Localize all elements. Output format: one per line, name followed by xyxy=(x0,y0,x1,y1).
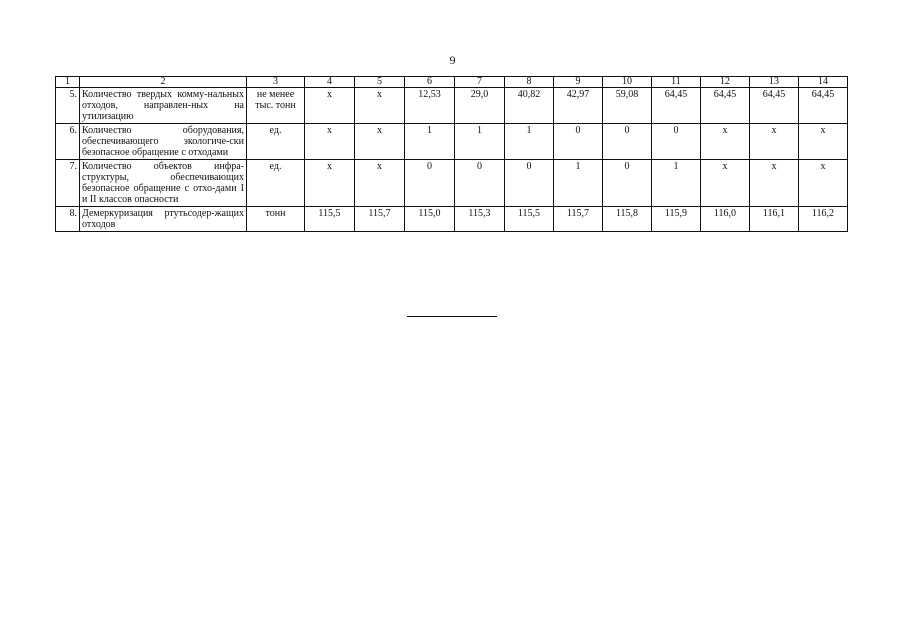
value-cell: 29,0 xyxy=(455,88,505,124)
value-cell: 115,7 xyxy=(355,207,405,232)
header-cell: 7 xyxy=(455,77,505,88)
value-cell: 64,45 xyxy=(750,88,799,124)
value-cell: 115,8 xyxy=(603,207,652,232)
header-cell: 1 xyxy=(56,77,80,88)
value-cell: 12,53 xyxy=(405,88,455,124)
value-cell: 1 xyxy=(505,124,554,160)
value-cell: 64,45 xyxy=(799,88,848,124)
value-cell: 64,45 xyxy=(701,88,750,124)
header-cell: 13 xyxy=(750,77,799,88)
value-cell: 115,7 xyxy=(554,207,603,232)
unit-cell: ед. xyxy=(247,124,305,160)
value-cell: 115,9 xyxy=(652,207,701,232)
value-cell: х xyxy=(750,124,799,160)
value-cell: 116,2 xyxy=(799,207,848,232)
value-cell: 42,97 xyxy=(554,88,603,124)
unit-cell: ед. xyxy=(247,160,305,207)
header-cell: 14 xyxy=(799,77,848,88)
header-cell: 3 xyxy=(247,77,305,88)
row-number: 7. xyxy=(56,160,80,207)
unit-cell: не менее тыс. тонн xyxy=(247,88,305,124)
value-cell: 0 xyxy=(455,160,505,207)
header-cell: 5 xyxy=(355,77,405,88)
indicator-name: Количество объектов инфра-структуры, обеспечивающих безопасное обращение с отхо-дами I и II классов опасности xyxy=(80,160,247,207)
value-cell: 1 xyxy=(652,160,701,207)
header-cell: 2 xyxy=(80,77,247,88)
value-cell: х xyxy=(305,160,355,207)
value-cell: 115,5 xyxy=(505,207,554,232)
value-cell: х xyxy=(701,124,750,160)
table-row xyxy=(56,88,848,124)
value-cell: 0 xyxy=(652,124,701,160)
table-row xyxy=(56,160,848,207)
value-cell: 59,08 xyxy=(603,88,652,124)
header-cell: 12 xyxy=(701,77,750,88)
header-cell: 4 xyxy=(305,77,355,88)
indicators-table xyxy=(55,76,848,232)
header-cell: 6 xyxy=(405,77,455,88)
header-cell: 11 xyxy=(652,77,701,88)
page-number: 9 xyxy=(449,53,456,67)
value-cell: 0 xyxy=(603,124,652,160)
value-cell: 1 xyxy=(455,124,505,160)
value-cell: 115,0 xyxy=(405,207,455,232)
value-cell: х xyxy=(799,124,848,160)
value-cell: 116,1 xyxy=(750,207,799,232)
value-cell: 0 xyxy=(405,160,455,207)
row-number: 8. xyxy=(56,207,80,232)
value-cell: 116,0 xyxy=(701,207,750,232)
value-cell: 115,5 xyxy=(305,207,355,232)
table-row xyxy=(56,124,848,160)
header-row xyxy=(56,77,848,88)
value-cell: х xyxy=(799,160,848,207)
value-cell: 0 xyxy=(505,160,554,207)
value-cell: 1 xyxy=(405,124,455,160)
value-cell: х xyxy=(305,88,355,124)
value-cell: х xyxy=(305,124,355,160)
value-cell: 64,45 xyxy=(652,88,701,124)
table-row xyxy=(56,207,848,232)
value-cell: х xyxy=(355,124,405,160)
value-cell: х xyxy=(701,160,750,207)
value-cell: 115,3 xyxy=(455,207,505,232)
row-number: 6. xyxy=(56,124,80,160)
value-cell: 1 xyxy=(554,160,603,207)
value-cell: 0 xyxy=(603,160,652,207)
value-cell: 0 xyxy=(554,124,603,160)
value-cell: х xyxy=(355,160,405,207)
indicator-name: Количество оборудования, обеспечивающего экологиче-ски безопасное обращение с отходами xyxy=(80,124,247,160)
value-cell: 40,82 xyxy=(505,88,554,124)
header-cell: 8 xyxy=(505,77,554,88)
header-cell: 9 xyxy=(554,77,603,88)
indicator-name: Демеркуризация ртутьсодер-жащих отходов xyxy=(80,207,247,232)
end-rule xyxy=(407,316,497,317)
unit-cell: тонн xyxy=(247,207,305,232)
value-cell: х xyxy=(355,88,405,124)
indicator-name: Количество твердых комму-нальных отходов, направлен-ных на утилизацию xyxy=(80,88,247,124)
value-cell: х xyxy=(750,160,799,207)
header-cell: 10 xyxy=(603,77,652,88)
row-number: 5. xyxy=(56,88,80,124)
